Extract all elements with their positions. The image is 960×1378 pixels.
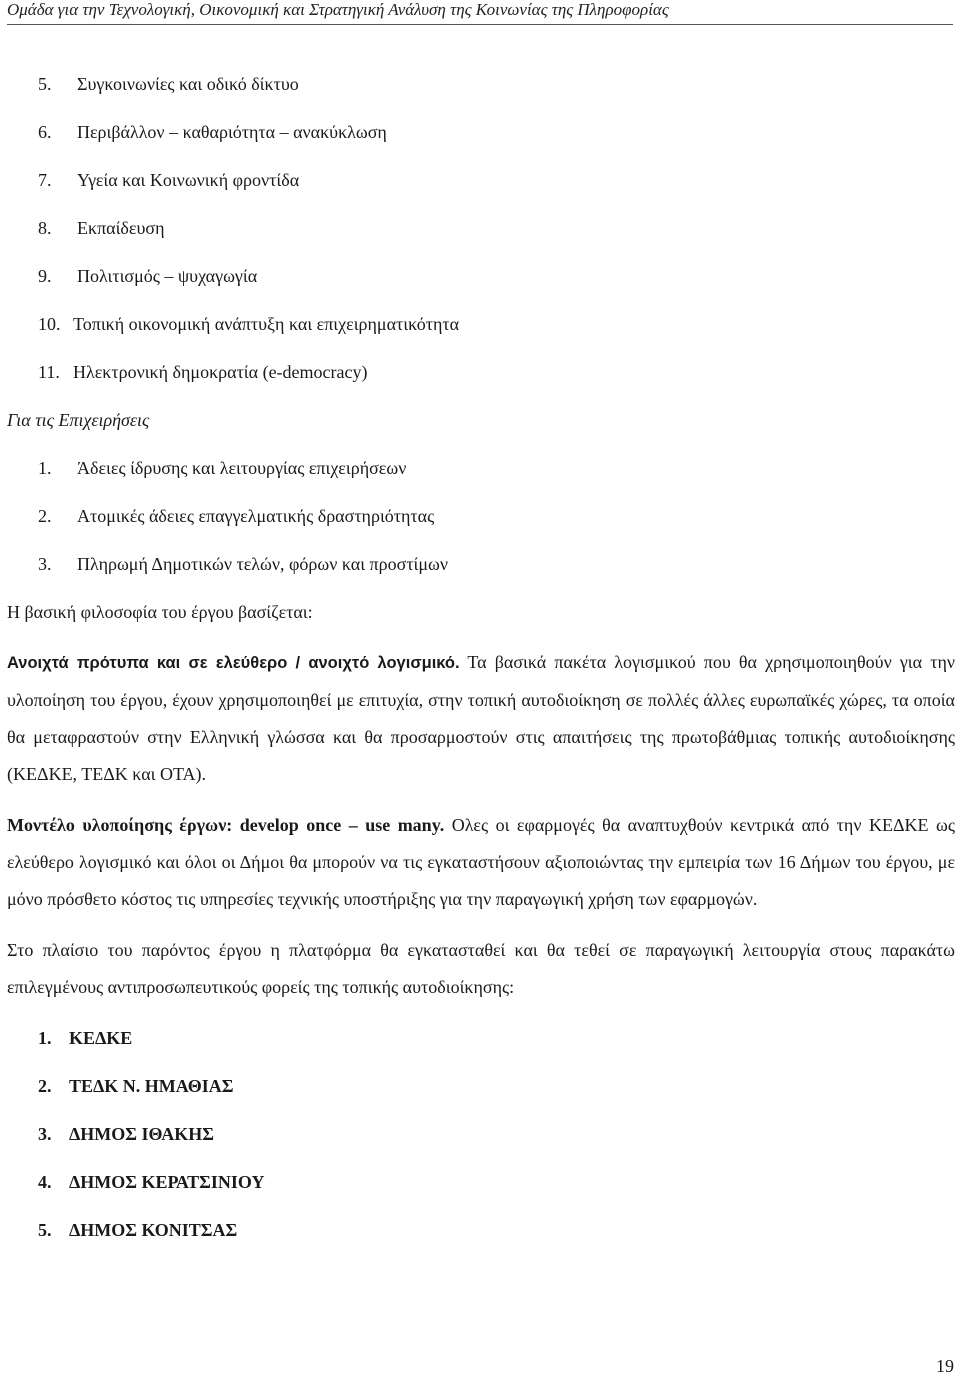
open-standards-body: Τα βασικά πακέτα λογισμικού που θα χρησιμοποιηθούν για την υλοποίηση του έργου, έχουν χρησιμοποιηθεί με επιτυχία, στην τοπική αυτοδιοίκηση σε πολλές άλλες ευρωπαϊκές χώρες, τα οποία θα μεταφραστούν στην Ελληνική γλώσσα και θα προσαρμοστούν στις απαιτήσεις της πρωτοβάθμιας τοπικής αυτοδιοίκησης (ΚΕΔΚΕ, ΤΕΔΚ και ΟΤΑ). <box>7 652 956 784</box>
list-item <box>7 498 955 546</box>
list-item <box>7 1116 955 1164</box>
list-item-number: 11. <box>38 362 60 382</box>
list-item <box>7 210 955 258</box>
list-item-number: 1. <box>38 458 52 478</box>
implementation-model-body: Ολες οι εφαρμογές θα αναπτυχθούν κεντρικά από την ΚΕΔΚΕ ως ελεύθερο λογισμικό και όλοι οι Δήμοι θα μπορούν να τις εγκαταστήσουν αξιοποιώντας την εμπειρία των 16 Δήμων του έργου, με μόνο πρόσθετο κόστος τις υπηρεσίες τεχνικής υποστήριξης για την παραγωγική χρήση των εφαρμογών. <box>7 815 955 909</box>
platform-paragraph: Στο πλαίσιο του παρόντος έργου η πλατφόρμα θα εγκατασταθεί και θα τεθεί σε παραγωγική λειτουργία στους παρακάτω επιλεγμένους αντιπροσωπευτικούς φορείς της τοπικής αυτοδιοίκησης: <box>7 940 955 997</box>
list-item <box>7 66 955 114</box>
list-item-number: 6. <box>38 122 52 142</box>
list-item <box>7 306 955 354</box>
list-item-number: 8. <box>38 218 52 238</box>
list-item-text: Πληρωμή Δημοτικών τελών, φόρων και προστίμων <box>77 554 449 574</box>
list-item <box>7 1020 955 1068</box>
list-item-text: Ατομικές άδειες επαγγελματικής δραστηριότητας <box>77 506 435 526</box>
list-item <box>7 1068 955 1116</box>
list-item-number: 1. <box>38 1028 52 1048</box>
list-item-text: Εκπαίδευση <box>77 218 165 238</box>
list-item-text: ΔΗΜΟΣ ΚΟΝΙΤΣΑΣ <box>69 1220 238 1240</box>
list-item-text: Συγκοινωνίες και οδικό δίκτυο <box>77 74 299 94</box>
list-item-number: 9. <box>38 266 52 286</box>
list-item-number: 4. <box>38 1172 52 1192</box>
list-item-text: ΔΗΜΟΣ ΙΘΑΚΗΣ <box>69 1124 215 1144</box>
list-item-number: 2. <box>38 1076 52 1096</box>
list-item-number: 3. <box>38 554 52 574</box>
open-standards-lead: Ανοιχτά πρότυπα και σε ελεύθερο / ανοιχτό λογισμικό. <box>7 654 460 672</box>
open-standards-paragraph <box>7 644 955 793</box>
list-item-number: 2. <box>38 506 52 526</box>
list-item-number: 7. <box>38 170 52 190</box>
list-item-text: ΤΕΔΚ Ν. ΗΜΑΘΙΑΣ <box>69 1076 234 1096</box>
list-item-text: Πολιτισμός – ψυχαγωγία <box>77 266 258 286</box>
municipal-services-list <box>7 66 955 402</box>
philosophy-intro: Η βασική φιλοσοφία του έργου βασίζεται: <box>7 602 313 622</box>
list-item <box>7 1164 955 1212</box>
list-item-number: 5. <box>38 1220 52 1240</box>
representative-bodies-list <box>7 1020 955 1260</box>
list-item <box>7 1212 955 1260</box>
list-item-text: Ηλεκτρονική δημοκρατία (e-democracy) <box>73 362 368 382</box>
business-section-heading: Για τις Επιχειρήσεις <box>7 410 150 430</box>
running-header <box>7 0 953 25</box>
list-item-text: Άδειες ίδρυσης και λειτουργίας επιχειρήσεων <box>77 458 407 478</box>
list-item <box>7 114 955 162</box>
list-item-text: Υγεία και Κοινωνική φροντίδα <box>77 170 300 190</box>
implementation-model-paragraph <box>7 807 955 918</box>
list-item-text: Τοπική οικονομική ανάπτυξη και επιχειρηματικότητα <box>73 314 460 334</box>
list-item <box>7 354 955 402</box>
business-services-list <box>7 450 955 594</box>
page-number: 19 <box>936 1356 954 1376</box>
list-item-text: ΔΗΜΟΣ ΚΕΡΑΤΣΙΝΙΟΥ <box>69 1172 265 1192</box>
list-item-number: 10. <box>38 314 61 334</box>
header-title: Ομάδα για την Τεχνολογική, Οικονομική και Στρατηγική Ανάλυση της Κοινωνίας της Πληροφορίας <box>7 0 669 19</box>
list-item-number: 5. <box>38 74 52 94</box>
document-page <box>7 66 955 1260</box>
implementation-model-lead: Μοντέλο υλοποίησης έργων: develop once – use many. <box>7 815 445 835</box>
list-item <box>7 450 955 498</box>
list-item <box>7 162 955 210</box>
list-item-number: 3. <box>38 1124 52 1144</box>
list-item <box>7 258 955 306</box>
list-item-text: Περιβάλλον – καθαριότητα – ανακύκλωση <box>77 122 387 142</box>
list-item <box>7 546 955 594</box>
list-item-text: ΚΕΔΚΕ <box>69 1028 133 1048</box>
